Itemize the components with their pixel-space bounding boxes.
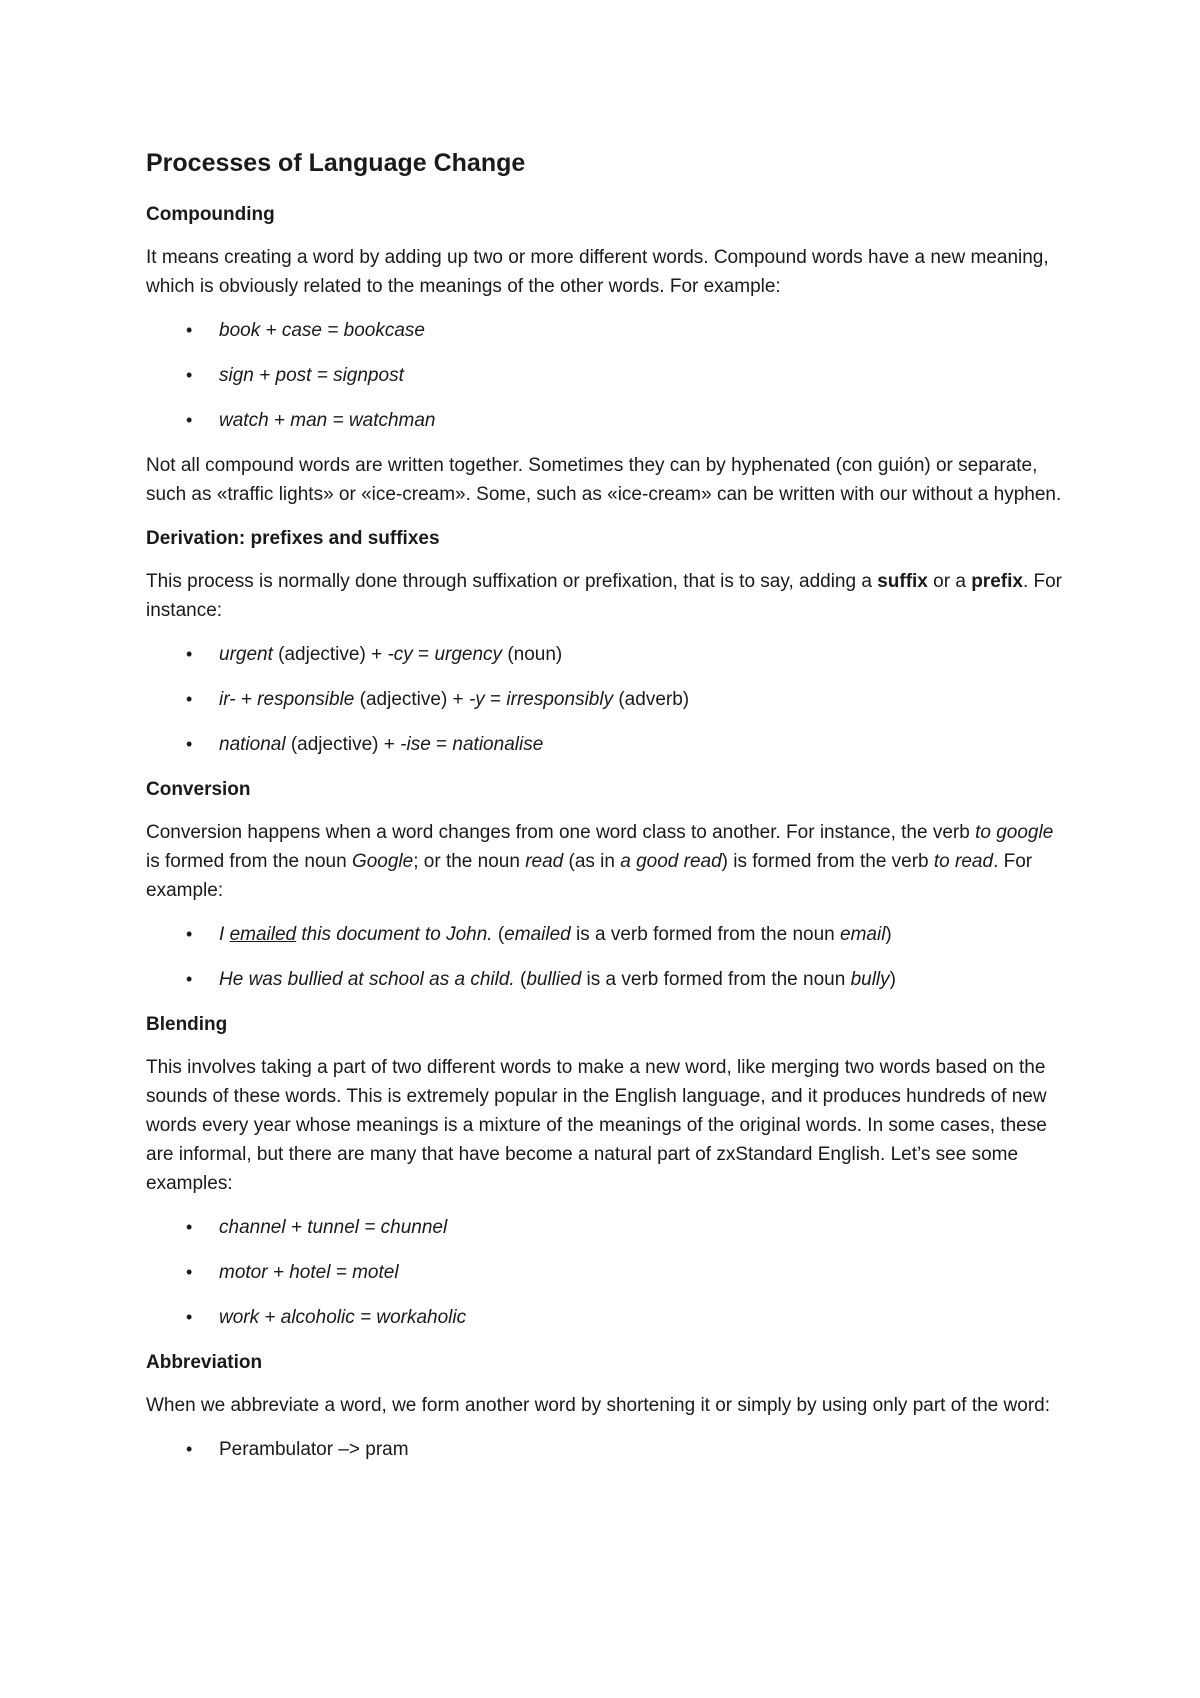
bullet-icon: •	[186, 1217, 193, 1237]
section-blending	[146, 1010, 1066, 1332]
bullet-icon: •	[186, 734, 193, 754]
document-body	[146, 146, 1066, 1480]
list-item: • ir- + responsible (adjective) + -y = irresponsibly (adverb)	[146, 685, 1066, 714]
example-list	[146, 1435, 1066, 1464]
list-item: • channel + tunnel = chunnel	[146, 1213, 1066, 1242]
bullet-icon: •	[186, 1262, 193, 1282]
list-item: • watch + man = watchman	[146, 406, 1066, 435]
bullet-icon: •	[186, 320, 193, 340]
list-item: • sign + post = signpost	[146, 361, 1066, 390]
paragraph: This involves taking a part of two different words to make a new word, like merging two words based on the sounds of these words. This is extremely popular in the English language, and it produces hundreds of new words every year whose meanings is a mixture of the meanings of the original words. In some cases, these are informal, but there are many that have become a natural part of zxStandard English. Let’s see some examples:	[146, 1057, 1047, 1194]
bullet-icon: •	[186, 969, 193, 989]
list-item: • national (adjective) + -ise = nationalise	[146, 730, 1066, 759]
bullet-icon: •	[186, 644, 193, 664]
example-list	[146, 316, 1066, 435]
bullet-icon: •	[186, 1307, 193, 1327]
section-heading: Derivation: prefixes and suffixes	[146, 528, 440, 549]
section-heading: Conversion	[146, 779, 251, 800]
section-abbreviation	[146, 1348, 1066, 1464]
list-item: • Perambulator –> pram	[146, 1435, 1066, 1464]
paragraph: When we abbreviate a word, we form another word by shortening it or simply by using only part of the word:	[146, 1395, 1050, 1416]
list-item: • motor + hotel = motel	[146, 1258, 1066, 1287]
list-item: • book + case = bookcase	[146, 316, 1066, 345]
section-compounding	[146, 200, 1066, 509]
paragraph: It means creating a word by adding up two or more different words. Compound words have a new meaning, which is obviously related to the meanings of the other words. For example:	[146, 247, 1049, 297]
list-item: • urgent (adjective) + -cy = urgency (noun)	[146, 640, 1066, 669]
paragraph: This process is normally done through suffixation or prefixation, that is to say, adding a suffix or a prefix. For instance:	[146, 571, 1062, 621]
section-heading: Compounding	[146, 204, 275, 225]
list-item: • I emailed this document to John. (emailed is a verb formed from the noun email)	[146, 920, 1066, 949]
section-derivation	[146, 524, 1066, 759]
bullet-icon: •	[186, 689, 193, 709]
section-heading: Abbreviation	[146, 1352, 263, 1373]
paragraph: Not all compound words are written together. Sometimes they can by hyphenated (con guión) or separate, such as «traffic lights» or «ice-cream». Some, such as «ice-cream» can be written with our without a hyphen.	[146, 455, 1062, 505]
bullet-icon: •	[186, 924, 193, 944]
list-item: • He was bullied at school as a child. (bullied is a verb formed from the noun bully)	[146, 965, 1066, 994]
example-list	[146, 920, 1066, 994]
example-list	[146, 640, 1066, 759]
paragraph: Conversion happens when a word changes from one word class to another. For instance, the verb to google is formed from the noun Google; or the noun read (as in a good read) is formed from the verb to read. For example:	[146, 822, 1054, 901]
section-conversion	[146, 775, 1066, 994]
bullet-icon: •	[186, 1439, 193, 1459]
list-item: • work + alcoholic = workaholic	[146, 1303, 1066, 1332]
example-list	[146, 1213, 1066, 1332]
section-heading: Blending	[146, 1014, 228, 1035]
bullet-icon: •	[186, 365, 193, 385]
bullet-icon: •	[186, 410, 193, 430]
page-title: Processes of Language Change	[146, 149, 526, 177]
